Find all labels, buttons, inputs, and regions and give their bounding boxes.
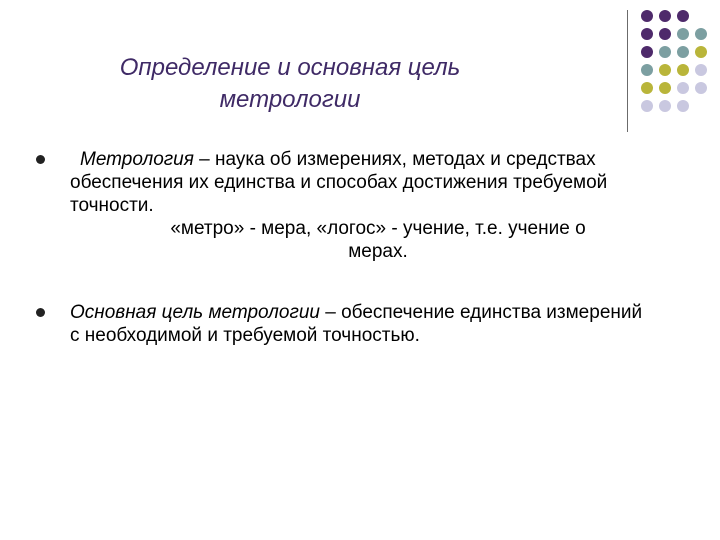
decorative-dot [641,100,653,112]
decorative-dot [695,28,707,40]
bullet-item-metrology [36,148,656,263]
divider-line [627,10,628,132]
decorative-dot [677,10,689,22]
decorative-dot [677,46,689,58]
decorative-dot [659,28,671,40]
slide-title-line-2: метрологии [219,86,361,113]
decorative-dot [677,100,689,112]
decorative-dot [659,64,671,76]
decorative-dot [641,28,653,40]
decorative-dot [641,46,653,58]
decorative-dot [677,82,689,94]
decorative-dot [677,64,689,76]
bullet-item-goal [36,301,656,347]
etymology-paragraph [70,217,656,263]
slide-body [36,148,656,347]
etymology-line-2: мерах. [348,241,408,262]
decorative-dot [659,82,671,94]
decorative-dot [695,64,707,76]
term-metrology: Метрология [80,149,194,170]
bullet-dot-icon [36,308,45,317]
slide-title-line-1: Определение и основная цель [119,54,461,81]
decorative-dot [659,100,671,112]
decorative-dot [641,64,653,76]
bullet-dot-icon [36,155,45,164]
slide-title [80,52,500,116]
decorative-dot [677,28,689,40]
goal-paragraph [70,301,656,347]
decorative-dot [695,46,707,58]
decorative-dot [659,10,671,22]
decorative-dot [641,10,653,22]
goal-text: – обеспечение единства измерений с необходимой и требуемой точностью. [70,302,643,346]
decorative-dot-grid [641,10,720,122]
decorative-dot [659,46,671,58]
decorative-dot [641,82,653,94]
definition-text: – наука об измерениях, методах и средствах обеспечения их единства и способах достижения требуемой точности. [70,149,608,216]
term-main-goal: Основная цель метрологии [70,302,320,323]
etymology-line-1: «метро» - мера, «логос» - учение, т.е. учение о [170,218,586,239]
decorative-dot [695,82,707,94]
definition-paragraph [70,148,656,217]
